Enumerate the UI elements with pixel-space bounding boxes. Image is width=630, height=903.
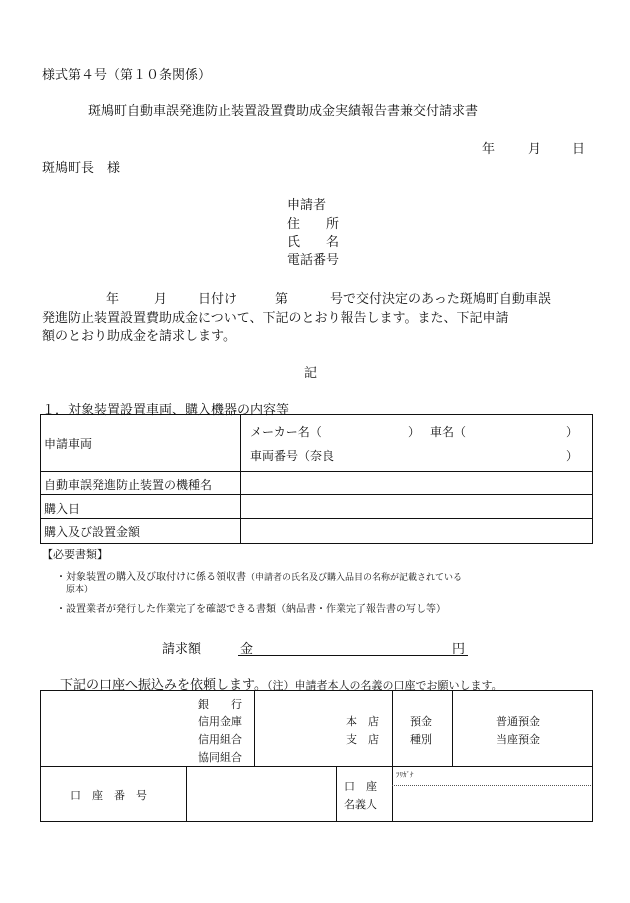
holder-label-2: 名義人: [344, 798, 377, 811]
request-suffix: 円: [452, 642, 466, 657]
applicant-address-label: 住 所: [287, 217, 340, 232]
section1-heading: １．対象装置設置車両、購入機器の内容等: [42, 403, 290, 418]
plate-close: ）: [566, 449, 579, 463]
holder-label-1: 口 座: [344, 780, 377, 793]
deposit-type-current: 当座預金: [496, 733, 540, 746]
branch-type-branch: 支 店: [346, 733, 379, 746]
model-label: 自動車誤発進防止装置の機種名: [44, 478, 213, 492]
car-name-label: 車名（: [430, 425, 467, 439]
body-year: 年: [106, 292, 120, 307]
required-doc-2: ・設置業者が発行した作業完了を確認できる書類（納品書・作業完了報告書の写し等）: [56, 604, 446, 615]
date-day: 日: [572, 142, 586, 157]
body-day-date: 日付け: [198, 292, 238, 307]
required-doc-1-main: ・対象装置の購入及び取付けに係る領収書: [56, 572, 246, 583]
purchase-date-label: 購入日: [44, 502, 81, 516]
body-line1-rest: 号で交付決定のあった斑鳩町自動車誤: [330, 292, 551, 307]
bank-note: （注）申請者本人の名義の口座でお願いします。: [266, 679, 503, 692]
addressee: 斑鳩町長 様: [42, 161, 121, 176]
plate-label: 車両番号（奈良: [250, 449, 335, 463]
deposit-type-ordinary: 普通預金: [496, 715, 540, 728]
date-month: 月: [528, 142, 542, 157]
bank-type-bank: 銀 行: [198, 698, 242, 711]
form-number: 様式第４号（第１０条関係）: [42, 68, 212, 83]
request-prefix: 金: [240, 642, 254, 657]
ki-heading: 記: [304, 366, 318, 381]
request-label: 請求額: [162, 642, 202, 657]
body-month: 月: [154, 292, 168, 307]
required-doc-1-note: （申請者の氏名及び購入品目の名称が記載されている: [246, 573, 463, 583]
request-amount-underline: [238, 655, 468, 656]
body-line2: 発進防止装置設置費助成金について、下記のとおり報告します。また、下記申請: [42, 311, 509, 326]
account-number-label: 口 座 番 号: [70, 789, 147, 802]
required-doc-1-cont: 原本）: [66, 585, 94, 595]
vehicle-label: 申請車両: [44, 437, 93, 451]
bank-type-kyodo: 協同組合: [198, 751, 242, 764]
body-line3: 額のとおり助成金を請求します。: [42, 329, 236, 344]
furigana-label: ﾌﾘｶﾞﾅ: [396, 771, 414, 779]
date-year: 年: [482, 142, 496, 157]
applicant-phone-label: 電話番号: [287, 253, 340, 268]
car-name-close: ）: [566, 425, 579, 439]
amount-label: 購入及び設置金額: [44, 525, 141, 539]
applicant-name-label: 氏 名: [287, 235, 340, 250]
applicant-label: 申請者: [287, 198, 327, 213]
maker-label: メーカー名（: [250, 425, 322, 439]
required-docs-heading: 【必要書類】: [42, 548, 108, 561]
deposit-label-1: 預金: [410, 715, 432, 728]
required-doc-1: [56, 565, 462, 584]
deposit-label-2: 種別: [410, 733, 432, 746]
maker-close: ）: [408, 425, 421, 439]
branch-type-main: 本 店: [346, 715, 379, 728]
bank-intro: 下記の口座へ振込みを依頼します。: [60, 678, 267, 693]
bank-type-shinkumi: 信用組合: [198, 733, 242, 746]
bank-type-shinkin: 信用金庫: [198, 715, 242, 728]
document-title: 斑鳩町自動車誤発進防止装置設置費助成金実績報告書兼交付請求書: [88, 104, 479, 119]
body-number-prefix: 第: [275, 292, 289, 307]
